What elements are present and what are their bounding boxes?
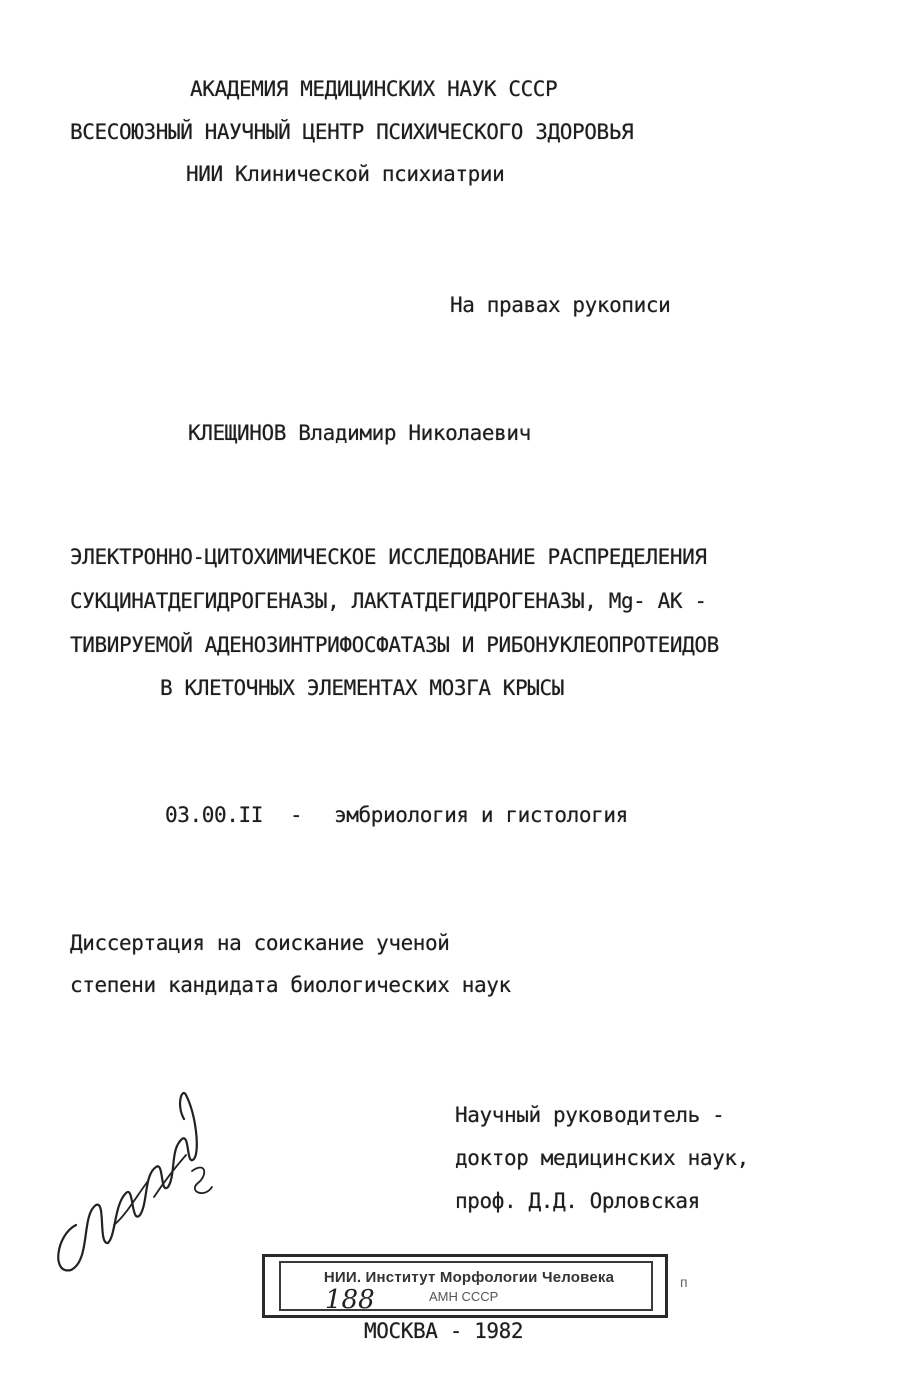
specialty-name: эмбриология и гистология (334, 803, 628, 827)
institution-stamp (262, 1254, 668, 1318)
manuscript-rights-note: На правах рукописи (450, 293, 671, 317)
title-line-3: ТИВИРУЕМОЙ АДЕНОЗИНТРИФОСФАТАЗЫ И РИБОНУКЛЕОПРОТЕИДОВ (70, 633, 719, 657)
stamp-handwritten-number: 188 (325, 1285, 375, 1315)
city-year: МОСКВА - 1982 (364, 1319, 524, 1343)
specialty-dash: - (290, 803, 303, 827)
stamp-academy: АМН СССР (429, 1289, 499, 1304)
signature-icon (36, 1075, 216, 1285)
stamp-inner-frame (279, 1261, 653, 1315)
supervisor-role: Научный руководитель - (455, 1103, 725, 1127)
institute-name: НИИ Клинической психиатрии (186, 162, 505, 186)
author-name: КЛЕЩИНОВ Владимир Николаевич (188, 421, 531, 445)
title-line-1: ЭЛЕКТРОННО-ЦИТОХИМИЧЕСКОЕ ИССЛЕДОВАНИЕ РАСПРЕДЕЛЕНИЯ (70, 545, 707, 569)
center-name: ВСЕСОЮЗНЫЙ НАУЧНЫЙ ЦЕНТР ПСИХИЧЕСКОГО ЗДОРОВЬЯ (70, 120, 634, 144)
stamp-tail-mark: п (680, 1274, 688, 1290)
dissertation-line-1: Диссертация на соискание ученой (70, 931, 450, 955)
supervisor-name: проф. Д.Д. Орловская (455, 1189, 700, 1213)
supervisor-degree: доктор медицинских наук, (455, 1146, 749, 1170)
academy-name: АКАДЕМИЯ МЕДИЦИНСКИХ НАУК СССР (190, 77, 558, 101)
stamp-institute: НИИ. Институт Морфологии Человека (323, 1269, 615, 1286)
dissertation-line-2: степени кандидата биологических наук (70, 973, 511, 997)
title-line-4: В КЛЕТОЧНЫХ ЭЛЕМЕНТАХ МОЗГА КРЫСЫ (160, 676, 565, 700)
title-line-2: СУКЦИНАТДЕГИДРОГЕНАЗЫ, ЛАКТАТДЕГИДРОГЕНАЗЫ, Mg- АК - (70, 589, 707, 613)
specialty-code: 03.00.II (165, 803, 263, 827)
